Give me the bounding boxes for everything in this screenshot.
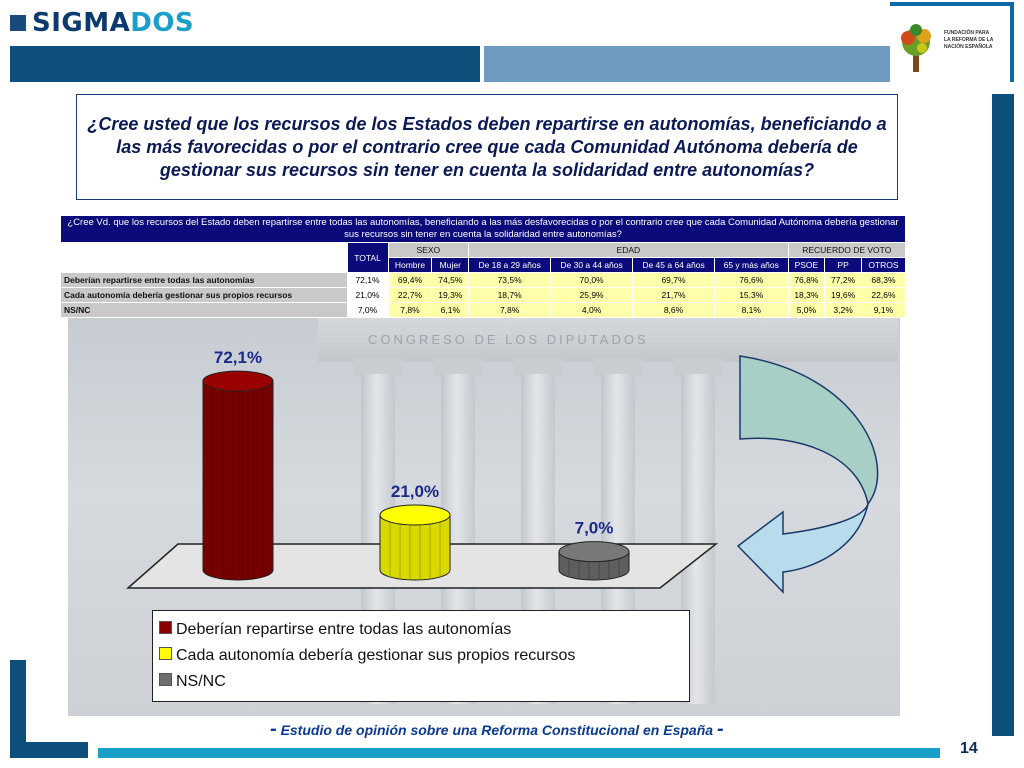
table-subheader: OTROS [861,258,905,273]
header-bar-light [484,46,890,82]
page-number: 14 [960,740,978,757]
legend-item [159,643,683,669]
bar-top [203,371,273,391]
table-subheader: PP [825,258,862,273]
table-cell: 5,0% [788,303,825,318]
foundation-line-1: FUNDACIÓN PARA [944,30,990,36]
table-subheader: Hombre [388,258,432,273]
foundation-line-2: LA REFORMA DE LA [944,37,994,43]
logo-text-dos: DOS [130,8,195,38]
table-subheader: De 45 a 64 años [633,258,715,273]
table-row [61,273,906,288]
table-subheader: De 18 a 29 años [469,258,551,273]
legend-item [159,669,683,695]
header-frame-top [890,2,1014,6]
table-cell: 69,4% [388,273,432,288]
table-cell: 22,7% [388,288,432,303]
table-group-edad: EDAD [469,243,788,258]
table-cell: 4,0% [551,303,633,318]
legend-label: NS/NC [176,673,226,690]
cylinder-bar-chart [68,314,900,614]
bar-data-label: 7,0% [574,518,614,538]
curved-arrow-icon [738,356,878,592]
logo-text-sigma: SIGMA [32,8,131,38]
sigmados-logo [10,8,194,38]
question-box [76,94,898,200]
header-bar-dark [10,46,480,82]
table-cell: 77,2% [825,273,862,288]
table-cell: 7,8% [388,303,432,318]
table-corner [61,243,348,273]
table-cell: 73,5% [469,273,551,288]
footer-caption [270,718,724,741]
legend-swatch-red [159,621,172,634]
table-cell: 76,8% [788,273,825,288]
table-subheader: Mujer [432,258,469,273]
table-cell: 3,2% [825,303,862,318]
table-cell: 22,6% [861,288,905,303]
corner-bar-horizontal [10,742,88,758]
table-cell: 25,9% [551,288,633,303]
table-cell: 15,3% [714,288,788,303]
table-header-total: TOTAL [347,243,388,273]
table-cell: 68,3% [861,273,905,288]
table-cell-total: 21,0% [347,288,388,303]
table-title: ¿Cree Vd. que los recursos del Estado deben repartirse entre todas las autonomías, beneficiando a las más desfavorecidas o por el contrario cree que cada Comunidad Autónoma debería gestionar sus recursos sin tener en cuenta la solidaridad entre autonomías? [61,216,906,243]
legend-label: Deberían repartirse entre todas las autonomías [176,621,512,638]
bar-data-label: 21,0% [390,481,440,501]
bar-top [380,505,450,525]
table-cell: 9,1% [861,303,905,318]
right-side-bar [992,94,1014,736]
legend-label: Cada autonomía debería gestionar sus propios recursos [176,647,576,664]
table-cell: 8,6% [633,303,715,318]
legend-swatch-gray [159,673,172,686]
results-table [60,215,906,318]
bar-body [203,381,273,580]
legend-item [159,617,683,643]
table-cell: 19,3% [432,288,469,303]
building-inscription: CONGRESO DE LOS DIPUTADOS [368,332,649,347]
table-cell: 76,6% [714,273,788,288]
table-cell: 6,1% [432,303,469,318]
table-cell: 8,1% [714,303,788,318]
table-subheader: 65 y más años [714,258,788,273]
footer-dash-right: - [716,718,724,740]
footer-text: Estudio de opinión sobre una Reforma Constitucional en España [280,722,714,738]
legend-swatch-yellow [159,647,172,660]
table-cell: 18,7% [469,288,551,303]
table-row-label: Deberían repartirse entre todas las autonomías [61,273,348,288]
question-text: ¿Cree usted que los recursos de los Estados deben repartirse en autonomías, beneficiando a las más favorecidas o por el contrario cree que cada Comunidad Autónoma debería de gestionar sus recursos sin tener en cuenta la solidaridad entre autonomías? [87,113,887,180]
table-cell: 21,7% [633,288,715,303]
table-cell: 74,5% [432,273,469,288]
table-cell-total: 7,0% [347,303,388,318]
bar-data-label: 72,1% [213,348,263,368]
footer-dash-left: - [270,718,277,740]
table-subheader: PSOE [788,258,825,273]
table-row-label: Cada autonomía debería gestionar sus propios recursos [61,288,348,303]
table-cell: 7,8% [469,303,551,318]
table-cell: 19,6% [825,288,862,303]
table-cell: 18,3% [788,288,825,303]
chart-bar [559,519,629,580]
table-row-label: NS/NC [61,303,348,318]
chart-bar [203,348,273,580]
table-cell: 69,7% [633,273,715,288]
bottom-bar [98,748,940,758]
table-cell: 70,0% [551,273,633,288]
table-group-sexo: SEXO [388,243,469,258]
corner-bar-vertical [10,660,26,746]
chart-legend [152,610,690,702]
table-group-voto: RECUERDO DE VOTO [788,243,905,258]
foundation-line-3: NACIÓN ESPAÑOLA [944,44,993,50]
chart-bar [380,482,450,580]
foundation-name [944,30,1004,51]
table-row [61,288,906,303]
bar-top [559,542,629,562]
table-cell-total: 72,1% [347,273,388,288]
logo-mark-icon [10,15,26,31]
table-subheader: De 30 a 44 años [551,258,633,273]
